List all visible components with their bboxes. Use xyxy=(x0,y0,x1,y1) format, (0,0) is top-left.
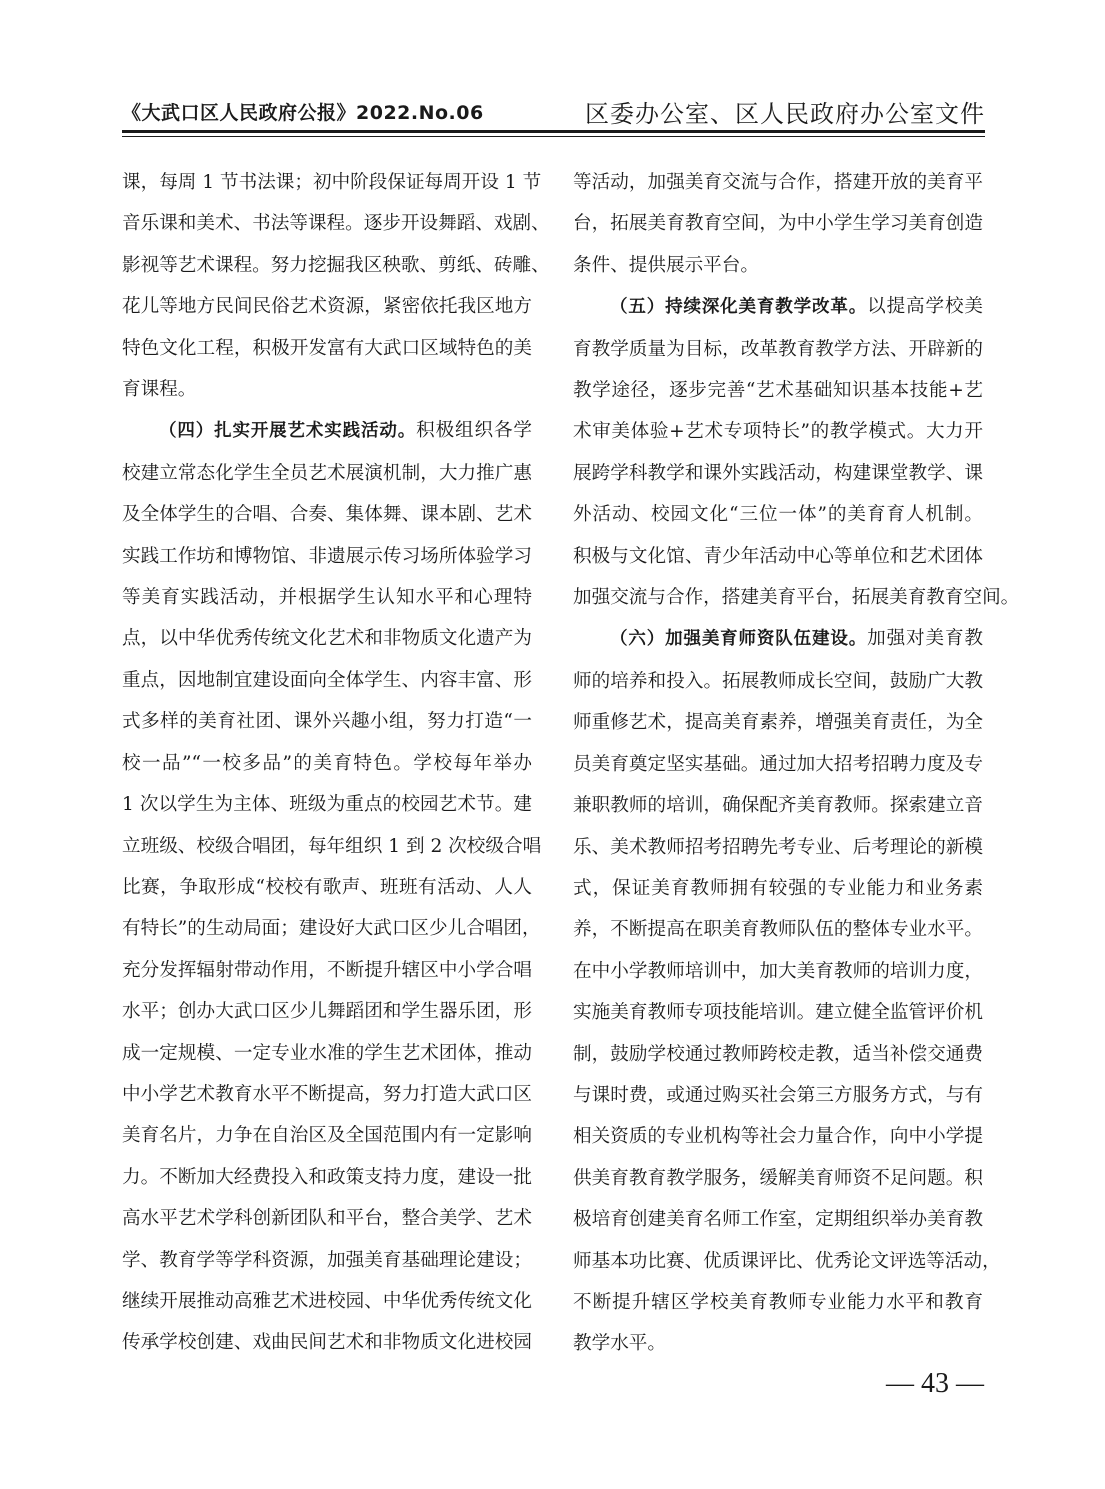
text-line: 台，拓展美育教育空间，为中小学生学习美育创造 xyxy=(573,213,983,235)
text-line: 中小学艺术教育水平不断提高，努力打造大武口区 xyxy=(122,1083,532,1105)
text-line: 力。不断加大经费投入和政策支持力度，建设一批 xyxy=(122,1166,532,1188)
text-line: 不断提升辖区学校美育教师专业能力水平和教育 xyxy=(573,1291,983,1313)
paragraph-art-exchange xyxy=(573,162,983,286)
text-line: 在中小学教师培训中，加大美育教师的培训力度， xyxy=(573,960,983,982)
text-line: 加强交流与合作，搭建美育平台，拓展美育教育空间。 xyxy=(573,587,1020,609)
text-line: 影视等艺术课程。努力挖掘我区秧歌、剪纸、砖雕、 xyxy=(122,254,550,276)
text-line: 教学途径，逐步完善“艺术基础知识基本技能+艺 xyxy=(573,380,983,402)
text-line: 兼职教师的培训，确保配齐美育教师。探索建立音 xyxy=(573,795,983,817)
text-line: 特色文化工程，积极开发富有大武口区域特色的美 xyxy=(122,337,532,359)
text-line: 课，每周 1 节书法课；初中阶段保证每周开设 1 节 xyxy=(122,172,542,193)
text-line: 与课时费，或通过购买社会第三方服务方式，与有 xyxy=(573,1084,983,1106)
text-line: 实践工作坊和博物馆、非遗展示传习场所体验学习 xyxy=(122,545,532,567)
text-line: 师重修艺术，提高美育素养，增强美育责任，为全 xyxy=(573,712,983,734)
text-line: 乐、美术教师招考招聘先考专业、后考理论的新模 xyxy=(573,836,983,858)
text-line: 展跨学科教学和课外实践活动，构建课堂教学、课 xyxy=(573,462,983,484)
text-line: 相关资质的专业机构等社会力量合作，向中小学提 xyxy=(573,1126,983,1148)
text-line xyxy=(122,410,532,452)
text-line: 校一品”“一校多品”的美育特色。学校每年举办 xyxy=(122,752,532,774)
text-line: 实施美育教师专项技能培训。建立健全监管评价机 xyxy=(573,1002,983,1024)
text-line: 传承学校创建、戏曲民间艺术和非物质文化进校园 xyxy=(122,1332,532,1354)
section-title: 区委办公室、区人民政府办公室文件 xyxy=(585,100,985,128)
text-run: 以提高学校美 xyxy=(867,296,983,318)
text-line: 校建立常态化学生全员艺术展演机制，大力推广惠 xyxy=(122,462,532,484)
text-line: 1 次以学生为主体、班级为重点的校园艺术节。建 xyxy=(122,794,532,816)
page-header xyxy=(122,94,985,128)
text-run: 加强对美育教 xyxy=(867,628,983,650)
text-line: 养，不断提高在职美育教师队伍的整体专业水平。 xyxy=(573,919,983,941)
text-line: 点，以中华优秀传统文化艺术和非物质文化遗产为 xyxy=(122,628,532,650)
text-line: 供美育教育教学服务，缓解美育师资不足问题。积 xyxy=(573,1167,983,1189)
text-line: 比赛，争取形成“校校有歌声、班班有活动、人人 xyxy=(122,876,532,898)
text-line: 及全体学生的合唱、合奏、集体舞、课本剧、艺术 xyxy=(122,504,532,526)
text-line xyxy=(573,286,983,328)
right-column xyxy=(573,162,1020,1365)
paragraph-teacher-team xyxy=(573,618,1001,1364)
text-line: 制，鼓励学校通过教师跨校走教，适当补偿交通费 xyxy=(573,1043,983,1065)
publication-title: 《大武口区人民政府公报》2022.No.06 xyxy=(122,102,484,124)
text-run: 积极组织各学 xyxy=(416,420,532,442)
text-line: 水平；创办大武口区少儿舞蹈团和学生器乐团，形 xyxy=(122,1001,532,1023)
text-line: 极培育创建美育名师工作室，定期组织举办美育教 xyxy=(573,1209,983,1231)
text-line: 成一定规模、一定专业水准的学生艺术团体，推动 xyxy=(122,1042,532,1064)
text-line: 重点，因地制宜建设面向全体学生、内容丰富、形 xyxy=(122,669,532,691)
page-number: — 43 — xyxy=(886,1368,984,1399)
text-line: 学、教育学等学科资源，加强美育基础理论建设； xyxy=(122,1249,532,1271)
header-rule-thick xyxy=(122,130,985,133)
text-line xyxy=(573,618,983,660)
text-line: 育课程。 xyxy=(122,379,197,401)
text-line: 育教学质量为目标，改革教育教学方法、开辟新的 xyxy=(573,338,983,360)
section-heading-4: （四）扎实开展艺术实践活动。 xyxy=(159,421,417,442)
text-line: 教学水平。 xyxy=(573,1333,666,1355)
paragraph-art-practice xyxy=(122,410,542,1363)
text-line: 式多样的美育社团、课外兴趣小组，努力打造“一 xyxy=(122,711,532,733)
text-line: 立班级、校级合唱团，每年组织 1 到 2 次校级合唱 xyxy=(122,835,542,857)
text-line: 等美育实践活动，并根据学生认知水平和心理特 xyxy=(122,587,532,609)
text-line: 等活动，加强美育交流与合作，搭建开放的美育平 xyxy=(573,172,983,193)
text-line: 外活动、校园文化“三位一体”的美育育人机制。 xyxy=(573,504,983,526)
text-line: 继续开展推动高雅艺术进校园、中华优秀传统文化 xyxy=(122,1290,532,1312)
paragraph-teaching-reform xyxy=(573,286,1020,618)
text-line: 积极与文化馆、青少年活动中心等单位和艺术团体 xyxy=(573,545,983,567)
text-line: 师基本功比赛、优质课评比、优秀论文评选等活动， xyxy=(573,1250,1001,1272)
text-line: 充分发挥辐射带动作用，不断提升辖区中小学合唱 xyxy=(122,959,532,981)
left-column xyxy=(122,162,550,1364)
text-line: 式，保证美育教师拥有较强的专业能力和业务素 xyxy=(573,877,983,899)
text-line: 条件、提供展示平台。 xyxy=(573,254,759,276)
text-line: 高水平艺术学科创新团队和平台，整合美学、艺术 xyxy=(122,1208,532,1230)
section-heading-5: （五）持续深化美育教学改革。 xyxy=(610,297,868,318)
text-line: 有特长”的生动局面；建设好大武口区少儿合唱团， xyxy=(122,918,541,940)
text-line: 术审美体验+艺术专项特长”的教学模式。大力开 xyxy=(573,421,983,443)
paragraph-art-curriculum xyxy=(122,162,550,410)
text-line: 美育名片，力争在自治区及全国范围内有一定影响 xyxy=(122,1125,532,1147)
section-heading-6: （六）加强美育师资队伍建设。 xyxy=(610,629,868,650)
header-rule-thin xyxy=(122,136,985,137)
text-line: 花儿等地方民间民俗艺术资源，紧密依托我区地方 xyxy=(122,296,532,318)
text-line: 音乐课和美术、书法等课程。逐步开设舞蹈、戏剧、 xyxy=(122,213,550,235)
text-line: 师的培养和投入。拓展教师成长空间，鼓励广大教 xyxy=(573,670,983,692)
text-line: 员美育奠定坚实基础。通过加大招考招聘力度及专 xyxy=(573,753,983,775)
